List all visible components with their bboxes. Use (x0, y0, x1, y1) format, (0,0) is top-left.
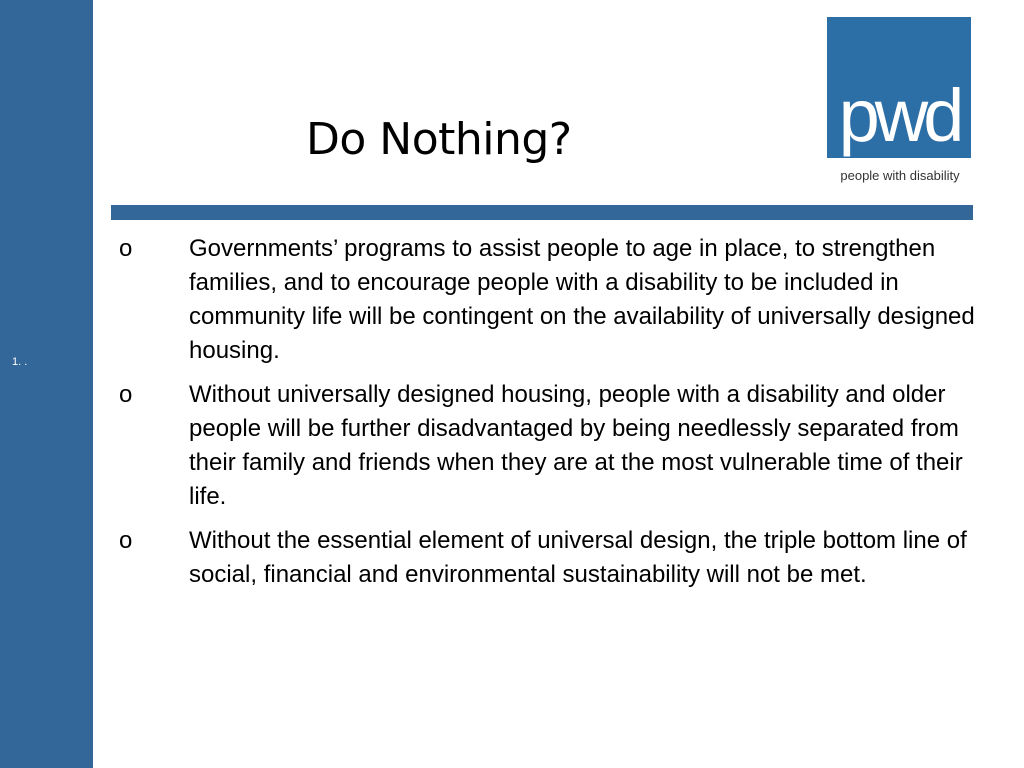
bullet-marker: o (119, 235, 133, 262)
bullet-item (112, 378, 982, 514)
slide-number-note: 1. . (12, 356, 28, 368)
bullet-text: Governments’ programs to assist people to age in place, to strengthen families, and to encourage people with a disability to be included in community life will be contingent on the availability of universally designed housing. (189, 235, 975, 364)
left-sidebar-band (0, 0, 93, 768)
pwd-logo (827, 17, 971, 158)
slide-title: Do Nothing? (306, 114, 572, 165)
pwd-logo-text: pwd (838, 74, 960, 157)
bullet-item (112, 524, 982, 592)
bullet-marker: o (119, 527, 133, 554)
bullet-text: Without the essential element of universal design, the triple bottom line of social, financial and environmental sustainability will not be met. (189, 527, 967, 588)
title-divider-bar (111, 205, 973, 220)
bullet-item (112, 232, 982, 368)
bullet-list (112, 232, 982, 602)
logo-tagline: people with disability (840, 168, 960, 183)
bullet-text: Without universally designed housing, people with a disability and older people will be further disadvantaged by being needlessly separated from their family and friends when they are at the most vulnerable time of their life. (189, 381, 963, 510)
bullet-marker: o (119, 381, 133, 408)
